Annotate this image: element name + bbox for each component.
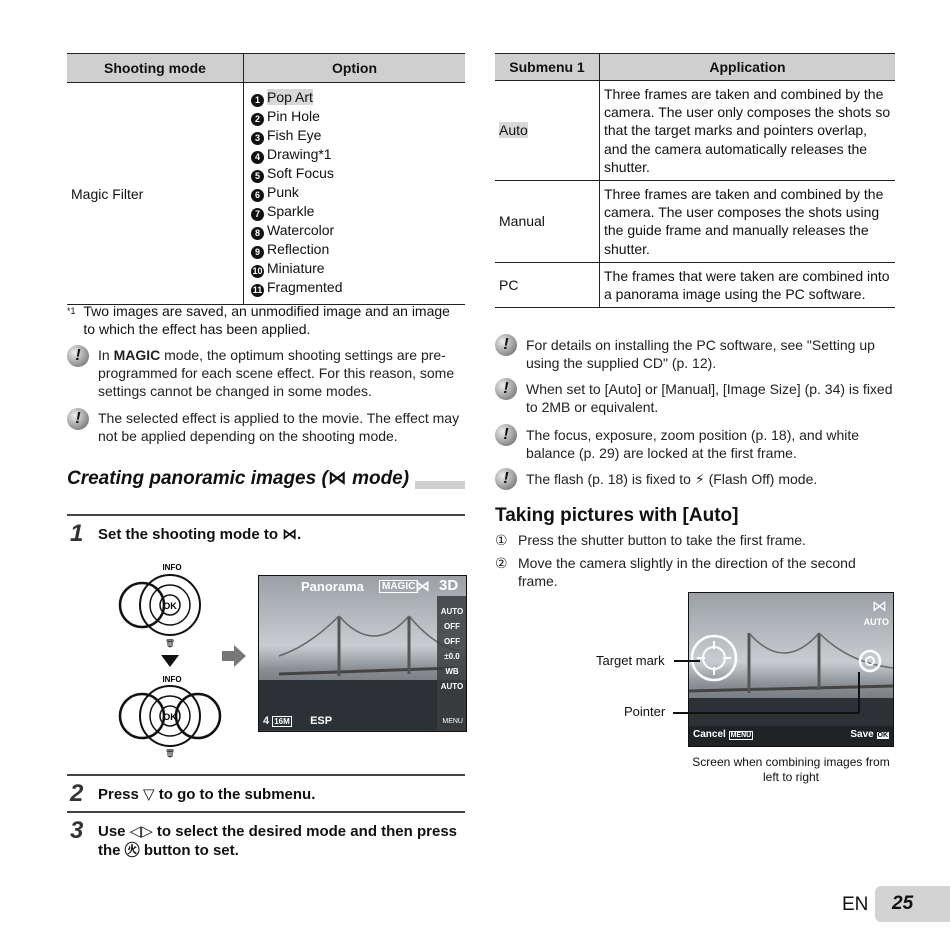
option-label: Drawing*1 (267, 146, 332, 162)
table-row (495, 81, 895, 181)
filter-option (251, 240, 464, 259)
option-label: Reflection (267, 241, 330, 257)
filter-option (251, 221, 464, 240)
note-image-size: When set to [Auto] or [Manual], [Image Size] (p. 34) is fixed to 2MB or equivalent. (526, 381, 893, 415)
option-label: Fish Eye (267, 127, 322, 143)
list-item: Move the camera slightly in the direction of the second frame. (518, 555, 856, 589)
filter-option (251, 278, 464, 297)
options-cell (244, 83, 466, 305)
pointer-label: Pointer (624, 704, 666, 719)
figure-caption: Screen when combining images from left to right (692, 755, 890, 784)
lcd-setting-icon: AUTO (440, 607, 464, 616)
filter-option (251, 259, 464, 278)
submenu-description: Three frames are taken and combined by the camera. The user only composes the shots so that the target marks and pointers overlap, and the camera automatically releases the shutter. (600, 81, 896, 181)
option-label: Fragmented (267, 279, 343, 295)
svg-text:🗑: 🗑 (164, 639, 176, 648)
caution-icon: ! (495, 468, 517, 490)
save-hint: Save OK (850, 729, 888, 740)
panorama-icon: ⋈ (872, 598, 887, 615)
lcd-status-bar: 4 16M ESP (263, 715, 333, 727)
step-number: 3 (70, 817, 84, 844)
option-number-badge: 2 (251, 113, 264, 126)
step-text: Set the shooting mode to ⋈. (98, 526, 302, 543)
filter-option (251, 183, 464, 202)
submenu-description: Three frames are taken and combined by the camera. The user composes the shots using the guide frame and manually releases the shutter. (600, 181, 896, 263)
col-header-shooting-mode: Shooting mode (67, 54, 244, 83)
option-label: Watercolor (267, 222, 335, 238)
note-pc-software: For details on installing the PC software, see "Setting up using the supplied CD" (p. 12). (526, 337, 875, 371)
caution-icon: ! (495, 424, 517, 446)
step-divider (67, 811, 465, 813)
lcd-settings-column (439, 604, 465, 694)
option-number-badge: 10 (252, 266, 263, 276)
filter-option (251, 202, 464, 221)
target-mark-label: Target mark (596, 653, 665, 668)
pointer-leader (673, 712, 859, 714)
list-number: ① (495, 532, 508, 548)
note-flash-off: The flash (p. 18) is fixed to ⚡ (Flash Off) mode. (526, 471, 818, 487)
lcd-3d-label: 3D (439, 577, 459, 594)
filter-option-list (245, 84, 464, 303)
svg-text:🗑: 🗑 (164, 749, 176, 758)
submenu-name: PC (495, 262, 600, 307)
caution-icon: ! (495, 378, 517, 400)
cancel-hint: Cancel MENU (693, 729, 752, 740)
step-text: Press ▽ to go to the submenu. (98, 786, 316, 803)
footnote-text: Two images are saved, an unmodified image and an image to which the effect has been applied. (83, 303, 450, 337)
mode-cell: Magic Filter (67, 83, 244, 305)
shooting-mode-table (67, 53, 465, 305)
filter-option (251, 126, 464, 145)
footnote-mark: *1 (67, 306, 76, 316)
target-mark-leader (674, 660, 700, 662)
col-header-submenu: Submenu 1 (495, 54, 600, 81)
option-number-badge: 4 (251, 151, 264, 164)
step-divider (67, 514, 465, 516)
table-row (495, 262, 895, 307)
magic-label: MAGIC (113, 347, 161, 363)
filter-option (251, 164, 464, 183)
footnote (67, 302, 467, 338)
note-movie-effect: The selected effect is applied to the movie. The effect may not be applied depending on the shooting mode. (98, 410, 460, 444)
filter-option (251, 145, 464, 164)
camera-lcd-auto (688, 592, 894, 747)
option-label: Pin Hole (267, 108, 320, 124)
svg-text:OK: OK (163, 712, 177, 722)
panorama-icon: ⋈ (415, 578, 430, 595)
note-locked-settings: The focus, exposure, zoom position (p. 18), and white balance (p. 29) are locked at the first frame. (526, 427, 860, 461)
lcd-mode-title: Panorama (301, 579, 364, 594)
step-number: 1 (70, 520, 84, 547)
option-label: Sparkle (267, 203, 315, 219)
page-number-tab (875, 886, 950, 922)
magic-badge: MAGIC (379, 580, 418, 593)
option-number-badge: 6 (251, 189, 264, 202)
submenu-name: Manual (495, 181, 600, 263)
camera-lcd-panorama (258, 575, 467, 732)
option-number-badge: 8 (251, 227, 264, 240)
arrow-down-icon (161, 655, 179, 667)
lcd-setting-icon: WB AUTO (440, 667, 464, 691)
svg-text:INFO: INFO (162, 675, 182, 684)
filter-option (251, 107, 464, 126)
list-number: ② (495, 555, 508, 571)
submenu-name: Auto (499, 122, 528, 139)
caution-icon: ! (495, 334, 517, 356)
lcd-auto-label: AUTO (863, 617, 889, 627)
option-label: Punk (267, 184, 299, 200)
lcd-setting-icon: ±0.0 (444, 652, 460, 661)
dial-info-label: INFO (162, 563, 182, 572)
option-number-badge: 11 (252, 285, 263, 295)
svg-text:OK: OK (163, 601, 177, 611)
caution-icon: ! (67, 408, 89, 430)
section-title: Creating panoramic images (⋈ mode) (67, 467, 465, 489)
auto-section-title: Taking pictures with [Auto] (495, 505, 739, 526)
option-number-badge: 3 (251, 132, 264, 145)
submenu-description: The frames that were taken are combined into a panorama image using the PC software. (600, 262, 896, 307)
step-text: Use ◁▷ to select the desired mode and then press the ㊋ button to set. (98, 823, 458, 859)
note-magic-mode: In MAGIC mode, the optimum shooting settings are pre-programmed for each scene effect. For this reason, some settings cannot be changed in some modes. (98, 347, 455, 399)
lcd-setting-icon: OFF (444, 637, 460, 646)
option-label: Soft Focus (267, 165, 334, 181)
step-number: 2 (70, 780, 84, 807)
language-label: EN (842, 894, 869, 915)
col-header-application: Application (600, 54, 896, 81)
caution-icon: ! (67, 345, 89, 367)
lcd-setting-icon: OFF (444, 622, 460, 631)
option-number-badge: 9 (251, 246, 264, 259)
filter-option (251, 88, 464, 107)
option-number-badge: 5 (251, 170, 264, 183)
arrow-right-icon (222, 643, 248, 669)
lcd-menu-label: MENU (442, 718, 463, 725)
option-label: Miniature (267, 260, 325, 276)
option-number-badge: 1 (251, 94, 264, 107)
col-header-option: Option (244, 54, 466, 83)
list-item: Press the shutter button to take the first frame. (518, 532, 806, 548)
pointer-leader (858, 672, 860, 713)
page-number: 25 (892, 893, 914, 914)
table-row (495, 181, 895, 263)
step-divider (67, 774, 465, 776)
option-label: Pop Art (267, 89, 313, 105)
option-number-badge: 7 (251, 208, 264, 221)
submenu-table (495, 53, 895, 308)
